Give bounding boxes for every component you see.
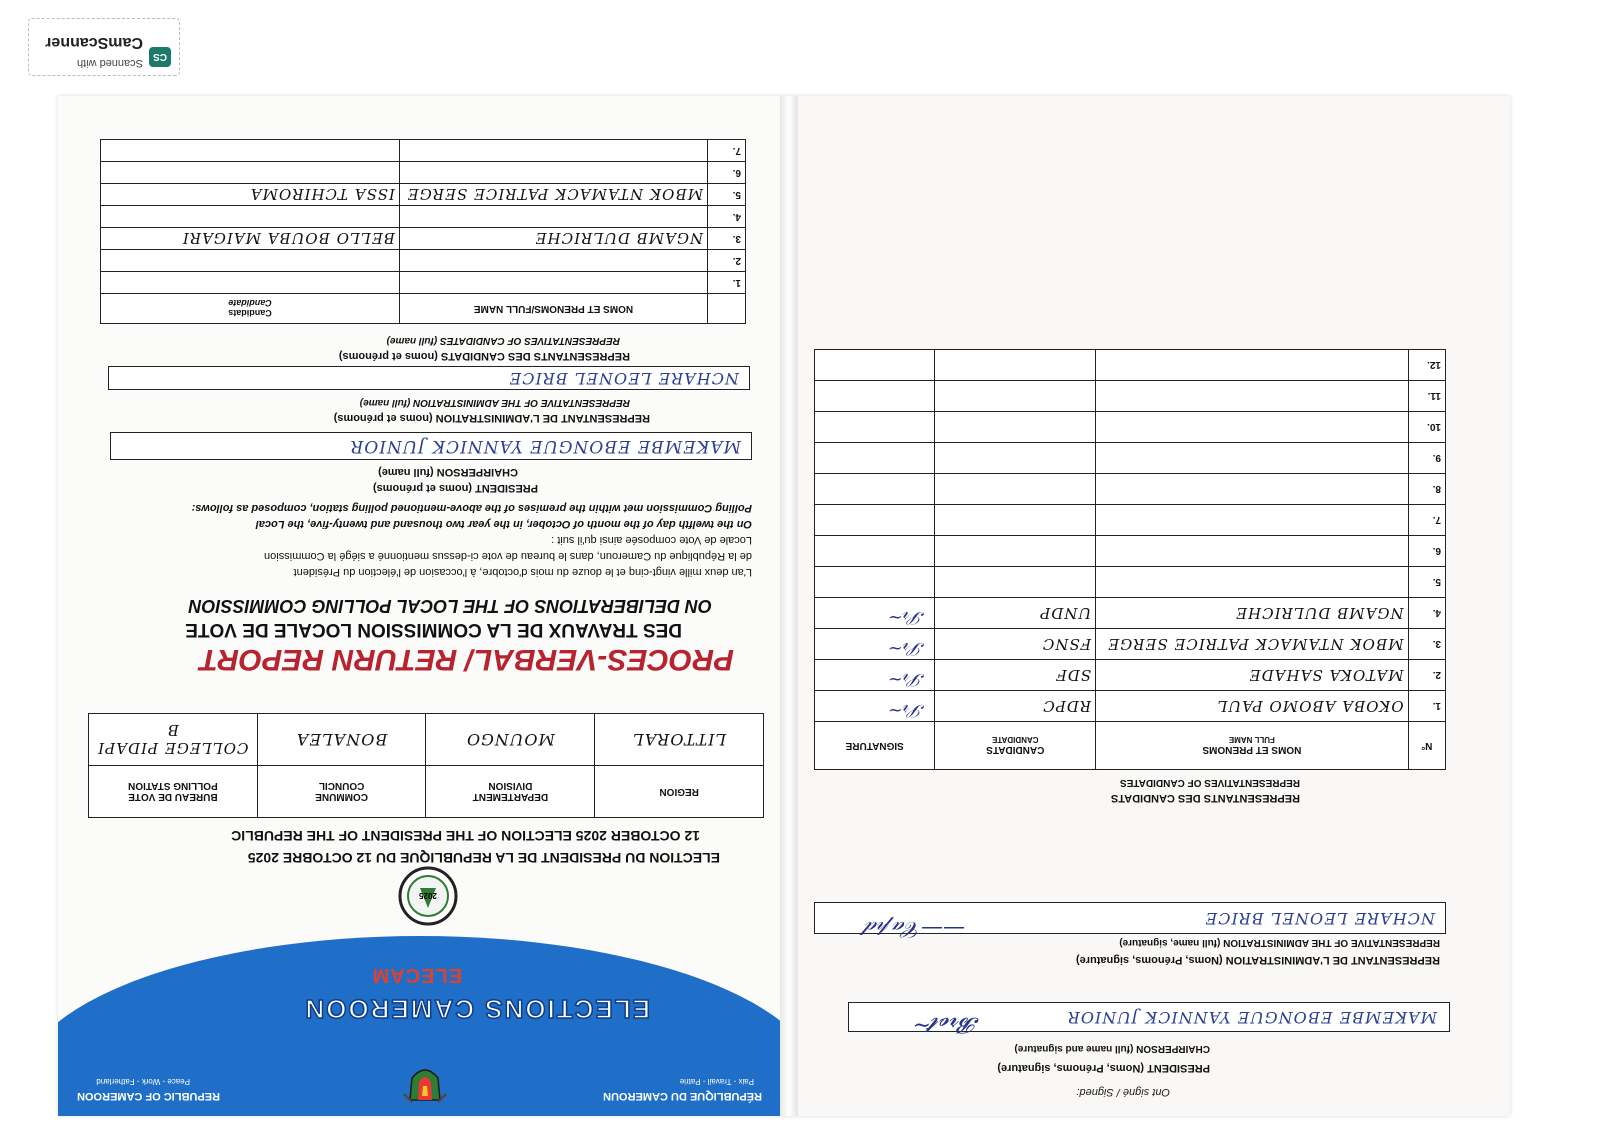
rep-candidate-cell: UNDP	[935, 598, 1096, 629]
rep-candidate-cell	[935, 536, 1096, 567]
handwritten-signature-icon: 𝒮𝓇~	[887, 607, 925, 628]
reps-section-title: REPRESENTANTS DES CANDIDATS	[1110, 792, 1300, 804]
elecam-abbreviation: ELECAM	[371, 964, 462, 986]
rep-candidate-cell	[935, 412, 1096, 443]
table-row	[815, 660, 1446, 691]
division-value: MOUNGO	[426, 714, 595, 766]
reps-candidate-label-en: Candidate	[228, 298, 272, 309]
chairperson-field-label: CHAIRPERSON (full name)	[378, 466, 518, 478]
signature-page	[798, 96, 1510, 1116]
rep-name-cell	[1096, 536, 1408, 567]
reps-section-title-en: REPRESENTATIVES OF CANDIDATES	[1119, 777, 1300, 788]
scanned-with-text: Scanned with	[76, 57, 143, 69]
rep-name-cell	[1096, 412, 1408, 443]
elecam-title: ELECTIONS CAMEROON	[303, 994, 650, 1024]
rep-candidate-cell	[935, 505, 1096, 536]
admin-signature-icon: ——𝒞𝒶𝓅𝒹	[866, 916, 965, 941]
rep-candidate-cell	[935, 474, 1096, 505]
republic-fr: RÉPUBLIQUE DU CAMEROUN	[603, 1090, 762, 1102]
president-handwritten-name: MAKEMBE EBONGUE YANNICK JUNIOR	[1066, 1008, 1437, 1027]
row-number: 4.	[708, 206, 746, 228]
rep-candidate-cell	[101, 140, 400, 162]
reps-num-header	[708, 294, 746, 324]
rep-signature-cell	[815, 629, 935, 660]
report-page	[58, 96, 780, 1116]
rep-signature-cell	[815, 474, 935, 505]
table-row	[815, 691, 1446, 722]
republic-en: REPUBLIC OF CAMEROON	[77, 1090, 220, 1102]
row-number: 2.	[708, 250, 746, 272]
reps-candidate-label: Candidats	[228, 308, 272, 319]
rep-name-cell	[399, 206, 707, 228]
table-row	[101, 272, 746, 294]
council-label: COMMUNE	[315, 791, 369, 803]
region-header: REGION	[595, 766, 764, 818]
rep-candidate-cell: BELLO BOUBA MAIGARI	[101, 228, 400, 250]
rep-candidate-cell: FSNC	[935, 629, 1096, 660]
seal-year: 2025	[419, 891, 437, 900]
rep-name-cell	[1096, 505, 1408, 536]
intro-paragraph-fr-3: Locale de Vote composée ainsi qu'il suit :	[551, 534, 752, 546]
council-value: BONALEA	[257, 714, 426, 766]
rep-signature-cell	[815, 598, 935, 629]
coat-of-arms-icon	[400, 1058, 450, 1108]
return-report-title: PROCES-VERBAL/ RETURN REPORT	[199, 643, 734, 676]
polling-station-header	[89, 766, 258, 818]
intro-paragraph-fr-2: de la République du Cameroun, dans le bureau de vote ci-dessus mentionné a siégé la Commission	[264, 550, 752, 562]
rep-name-cell	[1096, 567, 1408, 598]
president-name-value: MAKEMBE EBONGUE YANNICK JUNIOR	[349, 436, 741, 456]
row-number: 7.	[1408, 505, 1445, 536]
table-row	[815, 629, 1446, 660]
polling-station-label-en: POLLING STATION	[128, 780, 218, 792]
intro-paragraph-fr-1: L'an deux mille vingt-cinq et le douze du mois d'octobre, à l'occasion de l'élection du Président	[293, 566, 752, 578]
rep-candidate-cell: ISSA TCHIROMA	[101, 184, 400, 206]
table-row	[815, 350, 1446, 381]
table-row	[815, 381, 1446, 412]
table-row	[815, 567, 1446, 598]
camscanner-brand: CamScanner	[45, 34, 143, 51]
rep-signature-cell	[815, 443, 935, 474]
row-number: 10.	[1408, 412, 1445, 443]
council-header	[257, 766, 426, 818]
row-number: 7.	[708, 140, 746, 162]
admin-signature-label-en: REPRESENTATIVE OF THE ADMINISTRATION (full name, signature)	[1119, 937, 1440, 948]
row-number: 8.	[1408, 474, 1445, 505]
rep-name-cell: OKOBA ABOMO PAUL	[1096, 691, 1408, 722]
rep-name-cell	[1096, 350, 1408, 381]
rep-name-cell: MATOKA SAHADE	[1096, 660, 1408, 691]
rep-name-cell	[1096, 443, 1408, 474]
rep-signature-cell	[815, 350, 935, 381]
table-row	[101, 162, 746, 184]
division-label: DEPARTEMENT	[472, 791, 549, 803]
president-signature-label: PRESIDENT (Noms, Prénoms, signature)	[997, 1062, 1210, 1074]
rep-name-cell	[399, 250, 707, 272]
col-candidate-header	[935, 722, 1096, 770]
rep-name-cell	[399, 272, 707, 294]
row-number: 1.	[708, 272, 746, 294]
rep-candidate-cell: RDPC	[935, 691, 1096, 722]
president-signature-icon: 𝓑𝓻𝓸𝓽~	[912, 1012, 979, 1037]
table-row	[101, 184, 746, 206]
handwritten-signature-icon: 𝒮𝓇~	[887, 669, 925, 690]
admin-name-field	[108, 366, 750, 390]
candidate-representatives-table	[100, 139, 746, 324]
representatives-signature-table	[814, 349, 1446, 770]
rep-signature-cell	[815, 660, 935, 691]
col-name-label: NOMS ET PRENOMS	[1202, 744, 1302, 756]
rep-name-cell: NGAMB DULRICHE	[1096, 598, 1408, 629]
row-number: 1.	[1408, 691, 1445, 722]
rep-signature-cell	[815, 567, 935, 598]
admin-field-label-en: REPRESENTATIVE OF THE ADMINISTRATION (full name)	[359, 397, 630, 408]
reps-candidate-header	[101, 294, 400, 324]
admin-handwritten-name: NCHARE LEONEL BRICE	[1204, 909, 1435, 928]
row-number: 3.	[1408, 629, 1445, 660]
intro-paragraph-en-2: Polling Commission met within the premises of the above-mentioned polling station, composed as follows:	[191, 502, 752, 514]
table-row	[101, 140, 746, 162]
col-name-header	[1096, 722, 1408, 770]
table-row	[815, 598, 1446, 629]
table-row	[815, 536, 1446, 567]
scanned-document	[58, 96, 1510, 1116]
rep-name-cell: NGAMB DULRICHE	[399, 228, 707, 250]
rep-candidate-cell	[101, 250, 400, 272]
row-number: 12.	[1408, 350, 1445, 381]
intro-paragraph-en-1: On the twelfth day of the month of October, in the year two thousand and twenty-five, the Local	[255, 518, 752, 530]
elecam-banner	[58, 926, 780, 1116]
signed-label: Ont signé / Signed:	[1076, 1086, 1170, 1098]
page-fold	[780, 96, 798, 1116]
handwritten-signature-icon: 𝒮𝓇~	[887, 638, 925, 659]
region-value: LITTORAL	[595, 714, 764, 766]
reps-name-header: NOMS ET PRENOMS/FULL NAME	[399, 294, 707, 324]
rep-name-cell: MBOK NTAMACK PATRICE SERGE	[399, 184, 707, 206]
admin-field-label: REPRESENTANT DE L'ADMINISTRATION (noms et prénoms)	[333, 412, 650, 424]
rep-signature-cell	[815, 505, 935, 536]
return-report-subtitle-fr: DES TRAVAUX DE LA COMMISSION LOCALE DE VOTE	[185, 619, 682, 640]
republic-en-motto: Peace - Work - Fatherland	[96, 1077, 190, 1086]
election-title-en: 12 OCTOBER 2025 ELECTION OF THE PRESIDENT OF THE REPUBLIC	[231, 828, 700, 844]
row-number: 6.	[1408, 536, 1445, 567]
table-row	[815, 412, 1446, 443]
admin-signature-label: REPRESENTANT DE L'ADMINISTRATION (Noms, Prénoms, signature)	[1075, 954, 1440, 966]
return-report-subtitle-en: ON DELIBERATIONS OF THE LOCAL POLLING COMMISSION	[188, 596, 712, 616]
rep-signature-cell	[815, 536, 935, 567]
table-row	[101, 206, 746, 228]
row-number: 9.	[1408, 443, 1445, 474]
rep-name-cell: MBOK NTAMACK PATRICE SERGE	[1096, 629, 1408, 660]
row-number: 6.	[708, 162, 746, 184]
reps-field-label: REPRESENTANTS DES CANDIDATS (noms et prénoms)	[338, 350, 630, 362]
rep-signature-cell	[815, 412, 935, 443]
division-label-en: DIVISION	[488, 780, 533, 792]
election-title-fr: ELECTION DU PRESIDENT DE LA REPUBLIQUE DU 12 OCTOBRE 2025	[247, 850, 720, 866]
council-label-en: COUNCIL	[318, 780, 365, 792]
col-candidate-label-en: CANDIDATE	[992, 735, 1039, 745]
rep-signature-cell	[815, 381, 935, 412]
rep-name-cell	[399, 140, 707, 162]
president-name-box	[848, 1002, 1450, 1037]
rep-candidate-cell	[101, 272, 400, 294]
rep-candidate-cell	[101, 206, 400, 228]
handwritten-signature-icon: 𝒮𝓇~	[887, 700, 925, 721]
polling-station-value: COLLEGE PIDAPI B	[89, 714, 258, 766]
row-number: 5.	[1408, 567, 1445, 598]
row-number: 4.	[1408, 598, 1445, 629]
rep-candidate-cell	[935, 443, 1096, 474]
rep-candidate-cell	[101, 162, 400, 184]
election-seal-icon	[398, 866, 458, 926]
president-field-label: PRESIDENT (noms et prénoms)	[372, 482, 538, 494]
reps-field-label-en: REPRESENTATIVES OF CANDIDATES (full name)	[386, 335, 620, 346]
rep-signature-cell	[815, 691, 935, 722]
table-row	[815, 505, 1446, 536]
rep-name-cell	[1096, 474, 1408, 505]
president-name-field	[110, 432, 752, 460]
table-row	[101, 250, 746, 272]
rep-name-cell	[1096, 381, 1408, 412]
admin-name-value: NCHARE LEONEL BRICE	[508, 369, 739, 388]
republic-fr-motto: Paix - Travail - Patrie	[679, 1077, 754, 1086]
rep-candidate-cell	[935, 381, 1096, 412]
division-header	[426, 766, 595, 818]
col-candidate-label: CANDIDATS	[986, 744, 1045, 756]
rep-name-cell	[399, 162, 707, 184]
row-number: 5.	[708, 184, 746, 206]
polling-location-table	[88, 713, 764, 818]
col-signature-header: SIGNATURE	[815, 722, 935, 770]
camscanner-watermark	[28, 18, 180, 76]
table-row	[101, 228, 746, 250]
col-num-header: N°	[1408, 722, 1445, 770]
table-row	[815, 474, 1446, 505]
rep-candidate-cell: SDF	[935, 660, 1096, 691]
row-number: 3.	[708, 228, 746, 250]
rep-candidate-cell	[935, 350, 1096, 381]
polling-station-label: BUREAU DE VOTE	[128, 791, 218, 803]
admin-name-box	[814, 902, 1446, 941]
rep-candidate-cell	[935, 567, 1096, 598]
row-number: 11.	[1408, 381, 1445, 412]
camscanner-logo-icon: CS	[149, 47, 171, 67]
chairperson-signature-label: CHAIRPERSON (full name and signature)	[1014, 1043, 1210, 1054]
table-row	[815, 443, 1446, 474]
col-name-label-en: FULL NAME	[1228, 735, 1275, 745]
row-number: 2.	[1408, 660, 1445, 691]
